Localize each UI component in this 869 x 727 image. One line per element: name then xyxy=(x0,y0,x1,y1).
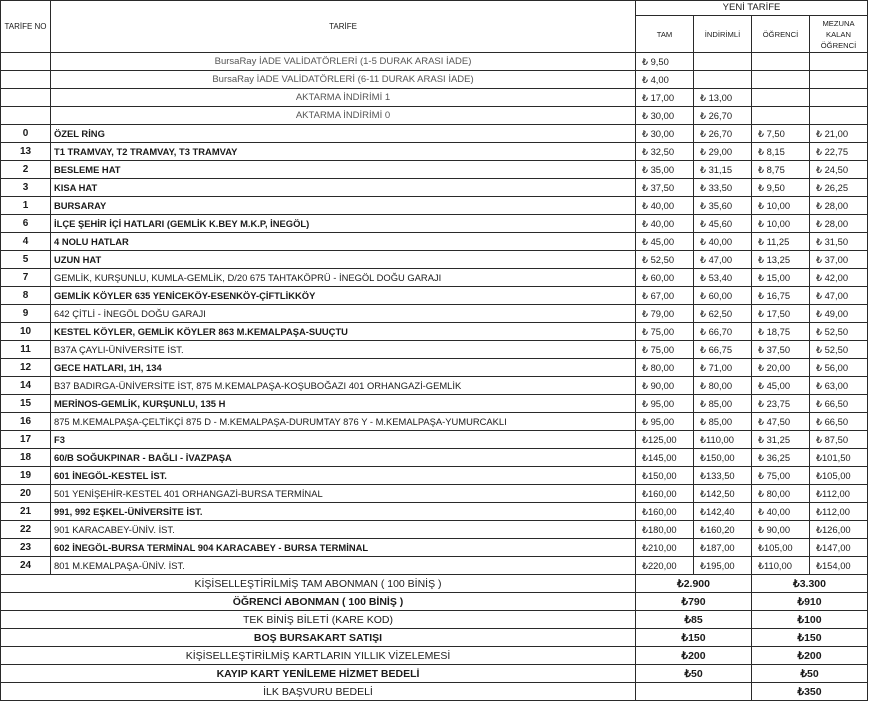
summary-row xyxy=(1,647,868,665)
ogrenci-price: ₺ 8,15 xyxy=(752,143,810,161)
tam-price: ₺150,00 xyxy=(636,467,694,485)
tariff-row xyxy=(1,557,868,575)
indirimli-price: ₺133,50 xyxy=(694,467,752,485)
mezun-price: ₺ 24,50 xyxy=(810,161,868,179)
tam-price: ₺ 37,50 xyxy=(636,179,694,197)
tariff-number: 10 xyxy=(1,323,51,341)
tam-header: TAM xyxy=(636,16,694,53)
tariff-row xyxy=(1,521,868,539)
tariff-number: 19 xyxy=(1,467,51,485)
ogrenci-price: ₺ 7,50 xyxy=(752,125,810,143)
mezun-price: ₺ 31,50 xyxy=(810,233,868,251)
summary-value-new: ₺350 xyxy=(752,683,868,701)
tam-price: ₺145,00 xyxy=(636,449,694,467)
indirimli-price: ₺ 45,60 xyxy=(694,215,752,233)
summary-value-current: ₺2.900 xyxy=(636,575,752,593)
indirimli-price: ₺187,00 xyxy=(694,539,752,557)
tariff-number: 2 xyxy=(1,161,51,179)
tariff-name: GEMLİK KÖYLER 635 YENİCEKÖY-ESENKÖY-ÇİFTLİKKÖY xyxy=(51,287,636,305)
indirimli-price: ₺ 40,00 xyxy=(694,233,752,251)
ogrenci-price: ₺ 31,25 xyxy=(752,431,810,449)
tariff-name: 991, 992 EŞKEL-ÜNİVERSİTE İST. xyxy=(51,503,636,521)
mezun-price: ₺ 63,00 xyxy=(810,377,868,395)
summary-label: İLK BAŞVURU BEDELİ xyxy=(1,683,636,701)
summary-value-new: ₺50 xyxy=(752,665,868,683)
mezun-price xyxy=(810,89,868,107)
ogrenci-price: ₺ 13,25 xyxy=(752,251,810,269)
indirimli-price: ₺150,00 xyxy=(694,449,752,467)
ogrenci-price xyxy=(752,71,810,89)
tam-price: ₺ 45,00 xyxy=(636,233,694,251)
top-row xyxy=(1,53,868,71)
tariff-row xyxy=(1,449,868,467)
indirimli-price: ₺ 31,15 xyxy=(694,161,752,179)
tariff-number: 24 xyxy=(1,557,51,575)
tariff-name: 60/B SOĞUKPINAR - BAĞLI - İVAZPAŞA xyxy=(51,449,636,467)
tariff-row xyxy=(1,269,868,287)
top-row-name: BursaRay İADE VALİDATÖRLERİ (1-5 DURAK ARASI İADE) xyxy=(51,53,636,71)
top-row-name: AKTARMA İNDİRİMİ 1 xyxy=(51,89,636,107)
empty-no-cell xyxy=(1,71,51,89)
tariff-number: 7 xyxy=(1,269,51,287)
mezun-price xyxy=(810,71,868,89)
tam-price: ₺ 40,00 xyxy=(636,197,694,215)
empty-no-cell xyxy=(1,107,51,125)
tam-price: ₺ 95,00 xyxy=(636,413,694,431)
tariff-row xyxy=(1,413,868,431)
indirimli-price: ₺ 33,50 xyxy=(694,179,752,197)
mezun-header-line3: ÖĞRENCİ xyxy=(820,40,857,50)
tam-price: ₺220,00 xyxy=(636,557,694,575)
indirimli-price: ₺110,00 xyxy=(694,431,752,449)
tariff-number: 12 xyxy=(1,359,51,377)
summary-value-current: ₺150 xyxy=(636,629,752,647)
ogrenci-price: ₺ 17,50 xyxy=(752,305,810,323)
tariff-number: 16 xyxy=(1,413,51,431)
indirimli-price: ₺ 62,50 xyxy=(694,305,752,323)
summary-value-current: ₺85 xyxy=(636,611,752,629)
tariff-number: 11 xyxy=(1,341,51,359)
tariff-name: KESTEL KÖYLER, GEMLİK KÖYLER 863 M.KEMALPAŞA-SUUÇTU xyxy=(51,323,636,341)
tam-price: ₺ 75,00 xyxy=(636,341,694,359)
tariff-number: 21 xyxy=(1,503,51,521)
ogrenci-price: ₺ 18,75 xyxy=(752,323,810,341)
tariff-name: 602 İNEGÖL-BURSA TERMİNAL 904 KARACABEY - BURSA TERMİNAL xyxy=(51,539,636,557)
ogrenci-price: ₺ 75,00 xyxy=(752,467,810,485)
tariff-row xyxy=(1,215,868,233)
top-row xyxy=(1,89,868,107)
tarife-no-header: TARİFE NO xyxy=(1,1,51,53)
mezun-price: ₺ 21,00 xyxy=(810,125,868,143)
tariff-name: 642 ÇİTLİ - İNEGÖL DOĞU GARAJI xyxy=(51,305,636,323)
tariff-name: MERİNOS-GEMLİK, KURŞUNLU, 135 H xyxy=(51,395,636,413)
tariff-number: 22 xyxy=(1,521,51,539)
tam-price: ₺210,00 xyxy=(636,539,694,557)
tariff-row xyxy=(1,485,868,503)
tam-price: ₺ 60,00 xyxy=(636,269,694,287)
tariff-name: UZUN HAT xyxy=(51,251,636,269)
mezun-price: ₺ 56,00 xyxy=(810,359,868,377)
summary-label: ÖĞRENCİ ABONMAN ( 100 BİNİŞ ) xyxy=(1,593,636,611)
indirimli-price: ₺ 35,60 xyxy=(694,197,752,215)
tam-price: ₺ 52,50 xyxy=(636,251,694,269)
tariff-number: 5 xyxy=(1,251,51,269)
tariff-name: İLÇE ŞEHİR İÇİ HATLARI (GEMLİK K.BEY M.K.P, İNEGÖL) xyxy=(51,215,636,233)
tam-price: ₺160,00 xyxy=(636,485,694,503)
tariff-row xyxy=(1,467,868,485)
mezun-price xyxy=(810,107,868,125)
ogrenci-price: ₺ 9,50 xyxy=(752,179,810,197)
ogrenci-price: ₺ 40,00 xyxy=(752,503,810,521)
ogrenci-price: ₺ 15,00 xyxy=(752,269,810,287)
mezun-price: ₺ 66,50 xyxy=(810,395,868,413)
ogrenci-price: ₺ 90,00 xyxy=(752,521,810,539)
summary-value-current: ₺50 xyxy=(636,665,752,683)
tariff-row xyxy=(1,287,868,305)
tariff-number: 18 xyxy=(1,449,51,467)
mezun-price: ₺ 66,50 xyxy=(810,413,868,431)
empty-no-cell xyxy=(1,89,51,107)
ogrenci-price xyxy=(752,53,810,71)
summary-value-new: ₺3.300 xyxy=(752,575,868,593)
tam-price: ₺ 17,00 xyxy=(636,89,694,107)
tariff-number: 23 xyxy=(1,539,51,557)
summary-row xyxy=(1,629,868,647)
ogrenci-price: ₺ 16,75 xyxy=(752,287,810,305)
top-row xyxy=(1,107,868,125)
indirimli-price: ₺ 85,00 xyxy=(694,413,752,431)
mezun-price: ₺105,00 xyxy=(810,467,868,485)
ogrenci-price: ₺ 23,75 xyxy=(752,395,810,413)
ogrenci-header: ÖĞRENCİ xyxy=(752,16,810,53)
indirimli-price: ₺ 13,00 xyxy=(694,89,752,107)
top-row-name: BursaRay İADE VALİDATÖRLERİ (6-11 DURAK ARASI İADE) xyxy=(51,71,636,89)
indirimli-price: ₺142,50 xyxy=(694,485,752,503)
summary-label: BOŞ BURSAKART SATIŞI xyxy=(1,629,636,647)
tariff-name: 501 YENİŞEHİR-KESTEL 401 ORHANGAZİ-BURSA TERMİNAL xyxy=(51,485,636,503)
ogrenci-price: ₺ 37,50 xyxy=(752,341,810,359)
yeni-tarife-header: YENİ TARİFE xyxy=(636,1,868,16)
indirimli-price: ₺ 26,70 xyxy=(694,107,752,125)
tam-price: ₺ 32,50 xyxy=(636,143,694,161)
ogrenci-price xyxy=(752,89,810,107)
indirimli-price: ₺195,00 xyxy=(694,557,752,575)
tariff-row xyxy=(1,305,868,323)
ogrenci-price: ₺ 80,00 xyxy=(752,485,810,503)
mezun-price: ₺ 22,75 xyxy=(810,143,868,161)
summary-value-current: ₺790 xyxy=(636,593,752,611)
tariff-name: GECE HATLARI, 1H, 134 xyxy=(51,359,636,377)
indirimli-price: ₺ 71,00 xyxy=(694,359,752,377)
tariff-number: 20 xyxy=(1,485,51,503)
summary-row xyxy=(1,665,868,683)
tariff-row xyxy=(1,503,868,521)
tariff-row xyxy=(1,377,868,395)
tariff-row xyxy=(1,161,868,179)
empty-no-cell xyxy=(1,53,51,71)
tariff-name: BESLEME HAT xyxy=(51,161,636,179)
tariff-name: B37A ÇAYLI-ÜNİVERSİTE İST. xyxy=(51,341,636,359)
mezun-header-line2: KALAN xyxy=(826,29,851,39)
tarife-header: TARİFE xyxy=(51,1,636,53)
mezun-price: ₺147,00 xyxy=(810,539,868,557)
summary-label: KAYIP KART YENİLEME HİZMET BEDELİ xyxy=(1,665,636,683)
tariff-row xyxy=(1,197,868,215)
tam-price: ₺ 75,00 xyxy=(636,323,694,341)
mezun-price: ₺112,00 xyxy=(810,485,868,503)
indirimli-price: ₺ 26,70 xyxy=(694,125,752,143)
ogrenci-price: ₺ 47,50 xyxy=(752,413,810,431)
tam-price: ₺ 79,00 xyxy=(636,305,694,323)
summary-label: KİŞİSELLEŞTİRİLMİŞ TAM ABONMAN ( 100 BİNİŞ ) xyxy=(1,575,636,593)
summary-value-new: ₺150 xyxy=(752,629,868,647)
tariff-name: B37 BADIRGA-ÜNİVERSİTE İST, 875 M.KEMALPAŞA-KOŞUBOĞAZI 401 ORHANGAZİ-GEMLİK xyxy=(51,377,636,395)
tariff-row xyxy=(1,233,868,251)
header-row-top xyxy=(1,1,868,16)
mezun-price: ₺ 37,00 xyxy=(810,251,868,269)
indirimli-price: ₺ 60,00 xyxy=(694,287,752,305)
mezun-price: ₺126,00 xyxy=(810,521,868,539)
tariff-row xyxy=(1,143,868,161)
indirimli-price: ₺ 66,70 xyxy=(694,323,752,341)
tariff-row xyxy=(1,539,868,557)
tariff-number: 14 xyxy=(1,377,51,395)
tam-price: ₺ 4,00 xyxy=(636,71,694,89)
mezun-price: ₺154,00 xyxy=(810,557,868,575)
tam-price: ₺ 30,00 xyxy=(636,107,694,125)
tam-price: ₺ 67,00 xyxy=(636,287,694,305)
tariff-row xyxy=(1,431,868,449)
tam-price: ₺ 95,00 xyxy=(636,395,694,413)
summary-row xyxy=(1,593,868,611)
tariff-name: BURSARAY xyxy=(51,197,636,215)
top-row xyxy=(1,71,868,89)
indirimli-price: ₺ 66,75 xyxy=(694,341,752,359)
mezun-price: ₺ 47,00 xyxy=(810,287,868,305)
tariff-name: GEMLİK, KURŞUNLU, KUMLA-GEMLİK, D/20 675 TAHTAKÖPRÜ - İNEGÖL DOĞU GARAJI xyxy=(51,269,636,287)
top-row-name: AKTARMA İNDİRİMİ 0 xyxy=(51,107,636,125)
tariff-row xyxy=(1,359,868,377)
summary-value-new: ₺200 xyxy=(752,647,868,665)
summary-label: KİŞİSELLEŞTİRİLMİŞ KARTLARIN YILLIK VİZELEMESİ xyxy=(1,647,636,665)
mezun-price: ₺ 52,50 xyxy=(810,323,868,341)
tariff-name: F3 xyxy=(51,431,636,449)
mezun-price: ₺ 87,50 xyxy=(810,431,868,449)
tariff-number: 9 xyxy=(1,305,51,323)
ogrenci-price: ₺105,00 xyxy=(752,539,810,557)
ogrenci-price: ₺ 8,75 xyxy=(752,161,810,179)
tam-price: ₺180,00 xyxy=(636,521,694,539)
tariff-number: 8 xyxy=(1,287,51,305)
tariff-row xyxy=(1,395,868,413)
indirimli-price: ₺ 53,40 xyxy=(694,269,752,287)
indirimli-price: ₺ 29,00 xyxy=(694,143,752,161)
tam-price: ₺160,00 xyxy=(636,503,694,521)
indirimli-price: ₺ 47,00 xyxy=(694,251,752,269)
tam-price: ₺ 80,00 xyxy=(636,359,694,377)
summary-row xyxy=(1,575,868,593)
tariff-number: 1 xyxy=(1,197,51,215)
tariff-name: KISA HAT xyxy=(51,179,636,197)
tariff-name: 801 M.KEMALPAŞA-ÜNİV. İST. xyxy=(51,557,636,575)
tam-price: ₺125,00 xyxy=(636,431,694,449)
ogrenci-price: ₺ 36,25 xyxy=(752,449,810,467)
tariff-name: 601 İNEGÖL-KESTEL İST. xyxy=(51,467,636,485)
mezun-price: ₺ 49,00 xyxy=(810,305,868,323)
tariff-row xyxy=(1,251,868,269)
tam-price: ₺ 40,00 xyxy=(636,215,694,233)
tariff-number: 6 xyxy=(1,215,51,233)
tariff-row xyxy=(1,323,868,341)
ogrenci-price: ₺ 11,25 xyxy=(752,233,810,251)
mezun-header-line1: MEZUNA xyxy=(822,18,855,28)
tam-price: ₺ 30,00 xyxy=(636,125,694,143)
summary-label: TEK BİNİŞ BİLETİ (KARE KOD) xyxy=(1,611,636,629)
indirimli-price: ₺ 80,00 xyxy=(694,377,752,395)
tariff-name: 875 M.KEMALPAŞA-ÇELTİKÇİ 875 D - M.KEMALPAŞA-DURUMTAY 876 Y - M.KEMALPAŞA-YUMURCAKLI xyxy=(51,413,636,431)
summary-value-new: ₺100 xyxy=(752,611,868,629)
indirimli-price xyxy=(694,71,752,89)
tam-price: ₺ 35,00 xyxy=(636,161,694,179)
ogrenci-price xyxy=(752,107,810,125)
mezun-price: ₺ 52,50 xyxy=(810,341,868,359)
indirimli-price: ₺ 85,00 xyxy=(694,395,752,413)
summary-row xyxy=(1,683,868,701)
indirimli-price: ₺142,40 xyxy=(694,503,752,521)
mezun-price: ₺112,00 xyxy=(810,503,868,521)
tariff-number: 0 xyxy=(1,125,51,143)
summary-value-new: ₺910 xyxy=(752,593,868,611)
tariff-name: 4 NOLU HATLAR xyxy=(51,233,636,251)
ogrenci-price: ₺ 10,00 xyxy=(752,215,810,233)
tariff-name: 901 KARACABEY-ÜNİV. İST. xyxy=(51,521,636,539)
mezun-price: ₺ 42,00 xyxy=(810,269,868,287)
mezun-price: ₺101,50 xyxy=(810,449,868,467)
ogrenci-price: ₺ 10,00 xyxy=(752,197,810,215)
mezun-price xyxy=(810,53,868,71)
tariff-row xyxy=(1,341,868,359)
mezun-price: ₺ 28,00 xyxy=(810,215,868,233)
mezun-header xyxy=(810,16,868,53)
summary-row xyxy=(1,611,868,629)
tariff-number: 15 xyxy=(1,395,51,413)
indirimli-price xyxy=(694,53,752,71)
ogrenci-price: ₺110,00 xyxy=(752,557,810,575)
tariff-row xyxy=(1,125,868,143)
tariff-name: T1 TRAMVAY, T2 TRAMVAY, T3 TRAMVAY xyxy=(51,143,636,161)
mezun-price: ₺ 28,00 xyxy=(810,197,868,215)
ogrenci-price: ₺ 20,00 xyxy=(752,359,810,377)
indirimli-price: ₺160,20 xyxy=(694,521,752,539)
ogrenci-price: ₺ 45,00 xyxy=(752,377,810,395)
indirimli-header: İNDİRİMLİ xyxy=(694,16,752,53)
summary-value-current: ₺200 xyxy=(636,647,752,665)
tariff-number: 17 xyxy=(1,431,51,449)
tam-price: ₺ 9,50 xyxy=(636,53,694,71)
tam-price: ₺ 90,00 xyxy=(636,377,694,395)
tariff-name: ÖZEL RİNG xyxy=(51,125,636,143)
summary-value-current xyxy=(636,683,752,701)
tariff-number: 4 xyxy=(1,233,51,251)
mezun-price: ₺ 26,25 xyxy=(810,179,868,197)
tariff-row xyxy=(1,179,868,197)
tariff-number: 3 xyxy=(1,179,51,197)
tariff-number: 13 xyxy=(1,143,51,161)
